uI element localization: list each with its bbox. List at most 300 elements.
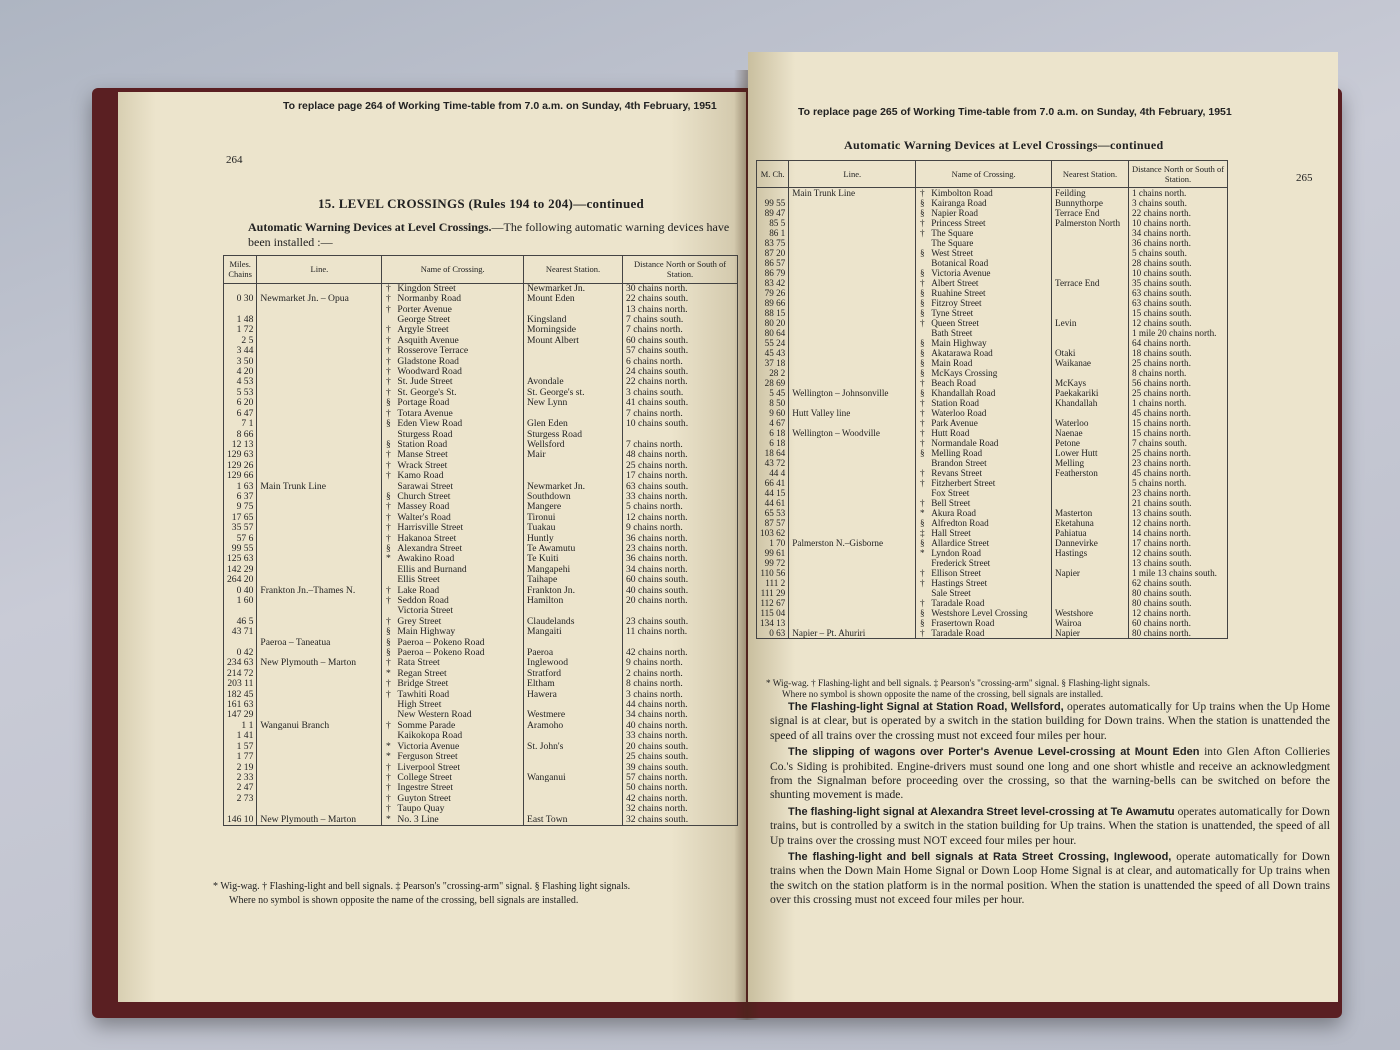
table-row xyxy=(757,278,1228,288)
miles-cell: 234 63 xyxy=(224,658,257,668)
col-station: Nearest Station. xyxy=(1052,161,1129,188)
miles-cell: 103 62 xyxy=(757,528,789,538)
miles-cell: 86 57 xyxy=(757,258,789,268)
station-cell xyxy=(1052,588,1129,598)
crossing-cell: Tawhiti Road xyxy=(394,690,523,700)
table-row xyxy=(224,742,738,752)
station-cell xyxy=(524,357,623,367)
crossing-cell: Rata Street xyxy=(394,658,523,668)
station-cell xyxy=(524,461,623,471)
crossing-cell: Victoria Avenue xyxy=(928,268,1051,278)
station-cell: Tuakau xyxy=(524,523,623,533)
crossing-cell: West Street xyxy=(928,248,1051,258)
station-cell xyxy=(524,794,623,804)
symbol-cell xyxy=(916,488,929,498)
line-cell: Wellington – Woodville xyxy=(789,428,916,438)
crossing-cell: Normandale Road xyxy=(928,438,1051,448)
miles-cell: 264 20 xyxy=(224,575,257,585)
note-heading: The flashing-light signal at Alexandra Street level-crossing at Te Awamutu xyxy=(788,805,1175,818)
station-cell xyxy=(1052,228,1129,238)
distance-cell: 42 chains north. xyxy=(623,794,738,804)
distance-cell: 1 mile 13 chains south. xyxy=(1129,568,1228,578)
crossing-cell: Melling Road xyxy=(928,448,1051,458)
distance-cell: 62 chains south. xyxy=(1129,578,1228,588)
distance-cell: 1 chains north. xyxy=(1129,398,1228,408)
line-cell xyxy=(257,534,382,544)
miles-cell xyxy=(757,188,789,199)
table-row xyxy=(757,478,1228,488)
note-text: operates automatically for Down trains, but is controlled by a switch in the station building for Up trains. When the station is unattended, the speed of all Up trains over the crossing must NOT exceed four miles per hour. xyxy=(770,804,1330,847)
station-cell: Eltham xyxy=(524,679,623,689)
line-cell xyxy=(789,508,916,518)
station-cell xyxy=(1052,248,1129,258)
miles-cell: 57 6 xyxy=(224,534,257,544)
line-cell xyxy=(789,348,916,358)
line-cell xyxy=(257,648,382,658)
station-cell xyxy=(524,346,623,356)
line-cell xyxy=(789,528,916,538)
table-row xyxy=(224,377,738,387)
station-cell: Westshore xyxy=(1052,608,1129,618)
table-row xyxy=(224,388,738,398)
symbol-cell: § xyxy=(916,388,929,398)
line-cell xyxy=(257,398,382,408)
symbol-cell xyxy=(382,482,395,492)
line-cell xyxy=(257,492,382,502)
left-crossings-table xyxy=(223,255,738,826)
miles-cell: 2 19 xyxy=(224,763,257,773)
symbol-cell xyxy=(916,558,929,568)
distance-cell: 36 chains north. xyxy=(623,534,738,544)
distance-cell: 39 chains south. xyxy=(623,763,738,773)
miles-cell xyxy=(224,283,257,294)
crossing-cell: The Square xyxy=(928,238,1051,248)
station-cell: Waikanae xyxy=(1052,358,1129,368)
symbol-cell: † xyxy=(916,318,929,328)
line-cell xyxy=(257,502,382,512)
line-cell xyxy=(789,378,916,388)
distance-cell: 7 chains south. xyxy=(623,315,738,325)
miles-cell: 4 53 xyxy=(224,377,257,387)
distance-cell: 13 chains south. xyxy=(1129,508,1228,518)
distance-cell: 80 chains south. xyxy=(1129,598,1228,608)
miles-cell: 111 2 xyxy=(757,578,789,588)
table-row xyxy=(224,575,738,585)
distance-cell: 25 chains south. xyxy=(623,752,738,762)
distance-cell: 12 chains north. xyxy=(1129,608,1228,618)
symbol-cell: † xyxy=(382,502,395,512)
symbol-cell: † xyxy=(382,679,395,689)
distance-cell: 12 chains north. xyxy=(623,513,738,523)
miles-cell: 65 53 xyxy=(757,508,789,518)
crossing-cell: Akura Road xyxy=(928,508,1051,518)
station-cell xyxy=(1052,488,1129,498)
note-heading: The flashing-light and bell signals at Rata Street Crossing, Inglewood, xyxy=(788,851,1172,864)
distance-cell: 60 chains south. xyxy=(623,575,738,585)
line-cell: Wanganui Branch xyxy=(257,721,382,731)
line-cell xyxy=(257,440,382,450)
line-cell xyxy=(789,398,916,408)
table-row xyxy=(757,538,1228,548)
crossing-cell: Massey Road xyxy=(394,502,523,512)
miles-cell: 0 30 xyxy=(224,294,257,304)
crossing-cell: Regan Street xyxy=(394,669,523,679)
crossing-cell: Alfredton Road xyxy=(928,518,1051,528)
miles-cell: 0 42 xyxy=(224,648,257,658)
crossing-cell: Taupo Quay xyxy=(394,804,523,814)
symbol-cell: ‡ xyxy=(916,528,929,538)
crossing-cell: Bridge Street xyxy=(394,679,523,689)
distance-cell: 7 chains north. xyxy=(623,325,738,335)
symbol-cell: † xyxy=(382,388,395,398)
distance-cell: 5 chains north. xyxy=(623,502,738,512)
line-cell xyxy=(257,679,382,689)
symbol-cell: † xyxy=(382,471,395,481)
station-cell: Tironui xyxy=(524,513,623,523)
left-page xyxy=(118,92,746,1002)
table-row xyxy=(757,218,1228,228)
distance-cell: 21 chains south. xyxy=(1129,498,1228,508)
miles-cell: 8 66 xyxy=(224,430,257,440)
distance-cell: 30 chains north. xyxy=(623,283,738,294)
station-cell xyxy=(524,367,623,377)
table-row xyxy=(224,398,738,408)
miles-cell: 6 18 xyxy=(757,428,789,438)
line-cell xyxy=(257,606,382,616)
line-cell xyxy=(789,468,916,478)
left-page-header: To replace page 264 of Working Time-table from 7.0 a.m. on Sunday, 4th February, 1951 xyxy=(283,100,717,112)
symbol-cell: § xyxy=(916,208,929,218)
crossing-cell: Ferguson Street xyxy=(394,752,523,762)
symbol-cell: † xyxy=(382,658,395,668)
miles-cell: 79 26 xyxy=(757,288,789,298)
line-cell xyxy=(789,218,916,228)
station-cell: Te Awamutu xyxy=(524,544,623,554)
distance-cell: 18 chains south. xyxy=(1129,348,1228,358)
miles-cell: 45 43 xyxy=(757,348,789,358)
symbol-cell: † xyxy=(916,228,929,238)
line-cell xyxy=(257,325,382,335)
station-cell: Naenae xyxy=(1052,428,1129,438)
table-row xyxy=(224,430,738,440)
distance-cell: 80 chains north. xyxy=(1129,628,1228,639)
line-cell: Napier – Pt. Ahuriri xyxy=(789,628,916,639)
table-row xyxy=(757,508,1228,518)
station-cell xyxy=(524,783,623,793)
symbol-cell: † xyxy=(382,534,395,544)
crossing-cell: Main Highway xyxy=(928,338,1051,348)
symbol-cell: † xyxy=(382,804,395,814)
distance-cell: 20 chains north. xyxy=(623,596,738,606)
col-miles: M. Ch. xyxy=(757,161,789,188)
symbol-cell: † xyxy=(382,773,395,783)
table-row xyxy=(224,513,738,523)
distance-cell: 40 chains south. xyxy=(623,586,738,596)
symbol-cell: § xyxy=(916,618,929,628)
table-row xyxy=(757,518,1228,528)
line-cell xyxy=(789,568,916,578)
miles-cell: 6 37 xyxy=(224,492,257,502)
line-cell xyxy=(789,288,916,298)
station-cell xyxy=(1052,308,1129,318)
symbol-cell: † xyxy=(382,690,395,700)
distance-cell xyxy=(623,638,738,648)
table-row xyxy=(224,492,738,502)
table-row xyxy=(757,338,1228,348)
crossing-cell: Ellison Street xyxy=(928,568,1051,578)
table-row xyxy=(224,357,738,367)
table-row xyxy=(757,588,1228,598)
miles-cell: 44 15 xyxy=(757,488,789,498)
miles-cell: 2 73 xyxy=(224,794,257,804)
line-cell xyxy=(257,742,382,752)
line-cell xyxy=(789,618,916,628)
table-row xyxy=(757,428,1228,438)
right-legend-symbols: * Wig-wag. † Flashing-light and bell signals. ‡ Pearson's "crossing-arm" signal. § Flashing-light signals. xyxy=(766,678,1150,688)
symbol-cell: † xyxy=(382,325,395,335)
symbol-cell: † xyxy=(916,378,929,388)
miles-cell: 4 20 xyxy=(224,367,257,377)
line-cell xyxy=(257,377,382,387)
note-text: into Glen Afton Collieries Co.'s Siding is prohibited. Engine-drivers must sound one long and one short whistle and receive an acknowledgment from the Signalman before proceeding over the crossing, so that the warning-bells can be switched on before the shunting movement is made. xyxy=(770,745,1331,802)
line-cell xyxy=(257,523,382,533)
table-row xyxy=(757,498,1228,508)
table-row xyxy=(757,188,1228,199)
line-cell xyxy=(789,478,916,488)
distance-cell: 32 chains south. xyxy=(623,815,738,826)
distance-cell: 41 chains south. xyxy=(623,398,738,408)
station-cell xyxy=(524,638,623,648)
table-row xyxy=(757,488,1228,498)
crossing-cell: Akatarawa Road xyxy=(928,348,1051,358)
distance-cell: 45 chains north. xyxy=(1129,468,1228,478)
crossing-cell: New Western Road xyxy=(394,710,523,720)
table-row xyxy=(757,548,1228,558)
line-cell xyxy=(257,471,382,481)
station-cell: Petone xyxy=(1052,438,1129,448)
station-cell xyxy=(524,606,623,616)
distance-cell: 34 chains north. xyxy=(623,710,738,720)
line-cell xyxy=(789,548,916,558)
table-row xyxy=(757,578,1228,588)
distance-cell: 80 chains south. xyxy=(1129,588,1228,598)
distance-cell: 25 chains north. xyxy=(1129,388,1228,398)
line-cell xyxy=(257,565,382,575)
miles-cell: 28 69 xyxy=(757,378,789,388)
distance-cell: 56 chains north. xyxy=(1129,378,1228,388)
distance-cell: 23 chains north. xyxy=(623,544,738,554)
symbol-cell: § xyxy=(916,288,929,298)
miles-cell: 87 57 xyxy=(757,518,789,528)
left-legend xyxy=(213,880,743,908)
table-row xyxy=(224,325,738,335)
symbol-cell: † xyxy=(916,568,929,578)
miles-cell: 3 44 xyxy=(224,346,257,356)
station-cell: Avondale xyxy=(524,377,623,387)
miles-cell: 0 63 xyxy=(757,628,789,639)
crossing-cell: Tyne Street xyxy=(928,308,1051,318)
left-legend-note: Where no symbol is shown opposite the name of the crossing, bell signals are installed. xyxy=(229,895,579,906)
distance-cell: 45 chains north. xyxy=(1129,408,1228,418)
distance-cell: 44 chains north. xyxy=(623,700,738,710)
line-cell xyxy=(789,248,916,258)
station-cell: St. John's xyxy=(524,742,623,752)
line-cell xyxy=(789,438,916,448)
table-row xyxy=(757,618,1228,628)
table-row xyxy=(224,336,738,346)
miles-cell: 28 2 xyxy=(757,368,789,378)
station-cell: Dannevirke xyxy=(1052,538,1129,548)
symbol-cell xyxy=(382,565,395,575)
line-cell xyxy=(789,238,916,248)
note-paragraph xyxy=(770,745,1330,803)
line-cell xyxy=(789,608,916,618)
miles-cell: 12 13 xyxy=(224,440,257,450)
crossing-cell: Eden View Road xyxy=(394,419,523,429)
miles-cell: 182 45 xyxy=(224,690,257,700)
symbol-cell: † xyxy=(916,418,929,428)
station-cell: Hamilton xyxy=(524,596,623,606)
miles-cell: 44 4 xyxy=(757,468,789,478)
miles-cell: 89 47 xyxy=(757,208,789,218)
distance-cell: 57 chains south. xyxy=(623,346,738,356)
station-cell: Te Kuiti xyxy=(524,554,623,564)
line-cell: Frankton Jn.–Thames N. xyxy=(257,586,382,596)
miles-cell: 99 72 xyxy=(757,558,789,568)
table-row xyxy=(757,438,1228,448)
station-cell: Mount Eden xyxy=(524,294,623,304)
crossing-cell: Portage Road xyxy=(394,398,523,408)
distance-cell: 3 chains south. xyxy=(623,388,738,398)
table-row xyxy=(757,608,1228,618)
station-cell: McKays xyxy=(1052,378,1129,388)
miles-cell: 1 63 xyxy=(224,482,257,492)
miles-cell: 7 1 xyxy=(224,419,257,429)
line-cell xyxy=(257,617,382,627)
line-cell xyxy=(257,731,382,741)
distance-cell: 34 chains north. xyxy=(1129,228,1228,238)
table-row xyxy=(224,783,738,793)
col-station: Nearest Station. xyxy=(524,256,623,284)
distance-cell: 13 chains south. xyxy=(1129,558,1228,568)
crossing-cell: Park Avenue xyxy=(928,418,1051,428)
crossing-cell: Brandon Street xyxy=(928,458,1051,468)
line-cell: Wellington – Johnsonville xyxy=(789,388,916,398)
table-row xyxy=(224,638,738,648)
symbol-cell: † xyxy=(916,628,929,639)
symbol-cell: † xyxy=(382,783,395,793)
col-crossing: Name of Crossing. xyxy=(382,256,524,284)
table-row xyxy=(224,794,738,804)
miles-cell: 35 57 xyxy=(224,523,257,533)
miles-cell: 2 5 xyxy=(224,336,257,346)
miles-cell: 146 10 xyxy=(224,815,257,826)
table-row xyxy=(224,617,738,627)
symbol-cell: † xyxy=(382,367,395,377)
crossing-cell: Lyndon Road xyxy=(928,548,1051,558)
symbol-cell: † xyxy=(916,598,929,608)
note-paragraph xyxy=(770,700,1330,743)
miles-cell: 142 29 xyxy=(224,565,257,575)
station-cell xyxy=(524,752,623,762)
symbol-cell: * xyxy=(916,548,929,558)
table-row xyxy=(757,468,1228,478)
distance-cell: 15 chains north. xyxy=(1129,428,1228,438)
crossing-cell: Napier Road xyxy=(928,208,1051,218)
crossing-cell: Main Road xyxy=(928,358,1051,368)
miles-cell: 1 77 xyxy=(224,752,257,762)
crossing-cell: Princess Street xyxy=(928,218,1051,228)
symbol-cell: † xyxy=(382,336,395,346)
station-cell: Hawera xyxy=(524,690,623,700)
station-cell xyxy=(1052,598,1129,608)
crossing-cell: Argyle Street xyxy=(394,325,523,335)
miles-cell: 66 41 xyxy=(757,478,789,488)
miles-cell: 43 71 xyxy=(224,627,257,637)
station-cell: Featherston xyxy=(1052,468,1129,478)
station-cell: Pahiatua xyxy=(1052,528,1129,538)
crossing-cell: Fox Street xyxy=(928,488,1051,498)
miles-cell: 55 24 xyxy=(757,338,789,348)
crossing-cell: Lake Road xyxy=(394,586,523,596)
table-row xyxy=(224,305,738,315)
crossing-cell: Hutt Road xyxy=(928,428,1051,438)
symbol-cell: † xyxy=(382,596,395,606)
note-paragraph xyxy=(770,850,1330,908)
symbol-cell: § xyxy=(382,492,395,502)
distance-cell: 64 chains north. xyxy=(1129,338,1228,348)
distance-cell: 23 chains north. xyxy=(1129,488,1228,498)
right-subtitle: Automatic Warning Devices at Level Crossings—continued xyxy=(844,138,1164,152)
line-cell xyxy=(257,804,382,814)
table-row xyxy=(757,298,1228,308)
miles-cell: 3 50 xyxy=(224,357,257,367)
miles-cell: 112 67 xyxy=(757,598,789,608)
table-row xyxy=(757,208,1228,218)
symbol-cell xyxy=(382,315,395,325)
symbol-cell xyxy=(382,575,395,585)
miles-cell: 18 64 xyxy=(757,448,789,458)
station-cell: Otaki xyxy=(1052,348,1129,358)
line-cell xyxy=(257,409,382,419)
station-cell xyxy=(1052,408,1129,418)
station-cell: Mair xyxy=(524,450,623,460)
line-cell xyxy=(257,513,382,523)
crossing-cell: Rosserove Terrace xyxy=(394,346,523,356)
station-cell: Lower Hutt xyxy=(1052,448,1129,458)
station-cell: Napier xyxy=(1052,568,1129,578)
miles-cell: 80 20 xyxy=(757,318,789,328)
miles-cell: 9 75 xyxy=(224,502,257,512)
table-row xyxy=(224,315,738,325)
station-cell xyxy=(524,409,623,419)
miles-cell: 87 20 xyxy=(757,248,789,258)
line-cell xyxy=(257,783,382,793)
table-row xyxy=(224,804,738,814)
table-row xyxy=(224,731,738,741)
crossing-cell: Grey Street xyxy=(394,617,523,627)
miles-cell xyxy=(224,804,257,814)
table-row xyxy=(757,358,1228,368)
station-cell xyxy=(1052,288,1129,298)
crossing-cell: St. Jude Street xyxy=(394,377,523,387)
distance-cell: 22 chains south. xyxy=(623,294,738,304)
table-row xyxy=(224,606,738,616)
distance-cell: 63 chains south. xyxy=(623,482,738,492)
miles-cell: 1 60 xyxy=(224,596,257,606)
symbol-cell: † xyxy=(916,218,929,228)
line-cell xyxy=(257,357,382,367)
